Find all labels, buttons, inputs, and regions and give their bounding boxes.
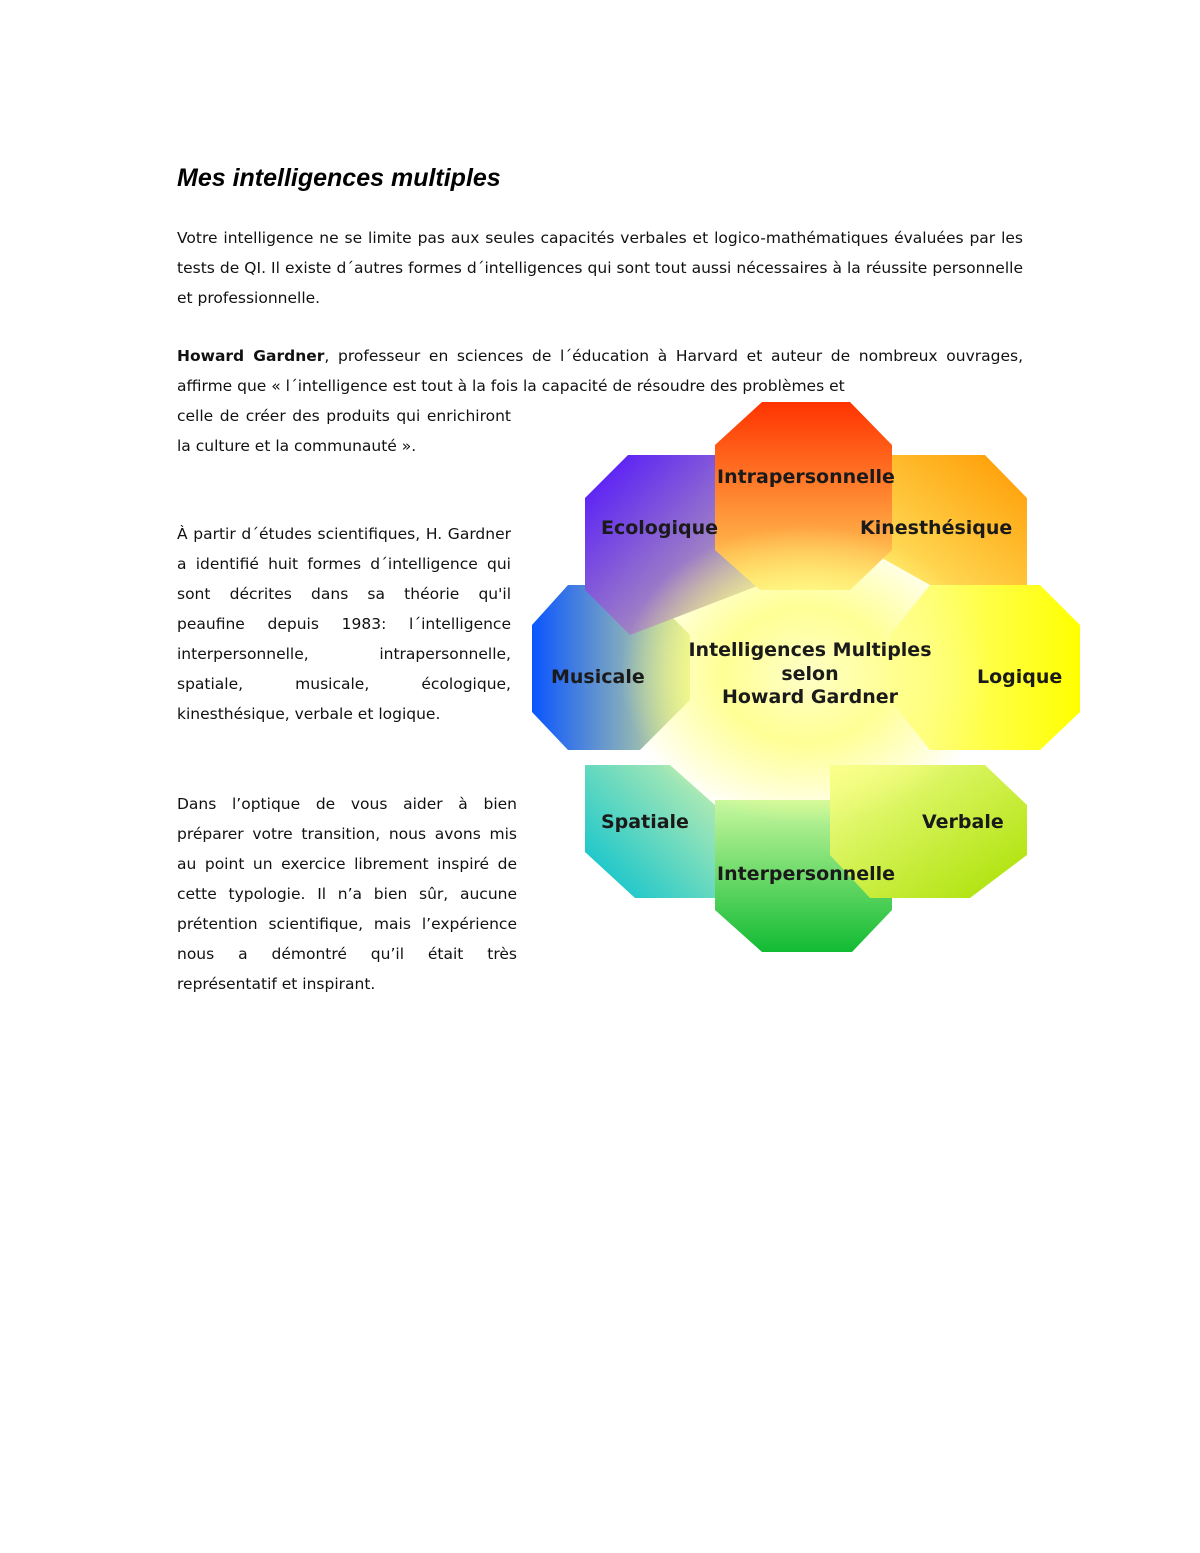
label-logique: Logique [977,666,1063,688]
center-title-line3: Howard Gardner [721,686,899,708]
page-title: Mes intelligences multiples [177,164,501,192]
gardner-paragraph [177,341,1023,401]
gardner-quote-end: celle de créer des produits qui enrichiront la culture et la communauté ». [177,407,511,455]
label-ecologique: Ecologique [601,517,718,539]
gardner-name: Howard Gardner [177,347,325,365]
multiple-intelligences-diagram [530,400,1082,952]
label-verbale: Verbale [922,811,1004,833]
label-kinesthesique: Kinesthésique [860,517,1013,539]
exercise-paragraph: Dans l’optique de vous aider à bien préparer votre transition, nous avons mis au point un exercice librement inspiré de cette typologie. Il n’a bien sûr, aucune prétention scientifique, mais l’expérience nous a démontré qu’il était très représentatif et inspirant. [177,795,517,993]
intro-paragraph: Votre intelligence ne se limite pas aux seules capacités verbales et logico-mathématiques évaluées par les tests de QI. Il existe d´autres formes d´intelligences qui sont tout aussi nécessaires à la réussite personnelle et professionnelle. [177,229,1023,307]
center-title-line2: selon [781,663,839,685]
label-musicale: Musicale [551,666,645,688]
label-intrapersonnelle: Intrapersonnelle [717,466,895,488]
label-interpersonnelle: Interpersonnelle [717,863,896,885]
label-spatiale: Spatiale [601,811,689,833]
diagram-svg [530,400,1082,952]
center-title-line1: Intelligences Multiples [688,639,932,661]
theory-paragraph: À partir d´études scientifiques, H. Gardner a identifié huit formes d´intelligence qui sont décrites dans sa théorie qu'il peaufine depuis 1983: l´intelligence interpersonnelle, intrapersonnelle, spatiale, musicale, écologique, kinesthésique, verbale et logique. [177,525,511,723]
gardner-quote-start: , professeur en sciences de l´éducation à Harvard et auteur de nombreux ouvrages, affirme que « l´intelligence est tout à la fois la capacité de résoudre des problèmes et [177,347,1024,395]
